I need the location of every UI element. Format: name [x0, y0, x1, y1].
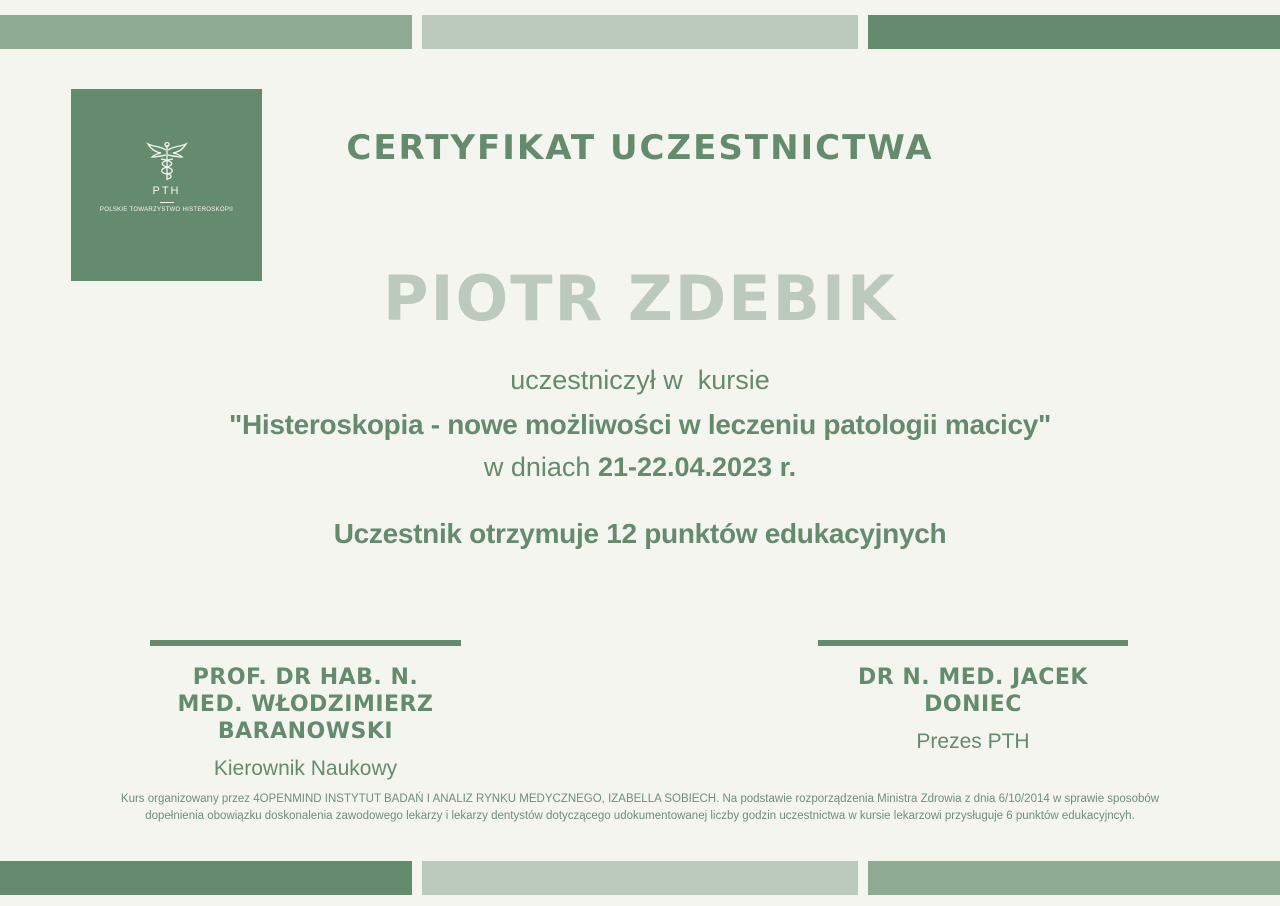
signature-line: [818, 640, 1128, 646]
course-title: "Histeroskopia - nowe możliwości w leczeniu patologii macicy": [228, 409, 1051, 440]
top-bar-left: [0, 15, 412, 49]
footnote-line-2: dopełnienia obowiązku doskonalenia zawodowego lekarzy i lekarzy dentystów dotyczącego udokumentowanej liczby godzin uczestnictwa w kursie lekarzowi przysługuje 6 punktów edukacyjncyh.: [145, 810, 1135, 822]
dates-value: 21-22.04.2023 r.: [597, 452, 797, 482]
top-bar-right: [868, 15, 1280, 49]
education-points: Uczestnik otrzymuje 12 punktów edukacyjnych: [333, 518, 947, 549]
signature-line: [150, 640, 461, 646]
legal-footnote: [60, 791, 1220, 825]
participation-text: uczestniczył w kursie: [510, 365, 770, 395]
signatory-role: Kierownik Naukowy: [213, 757, 398, 780]
recipient-name: PIOTR ZDEBIK: [383, 262, 897, 335]
signature-block-right: [818, 640, 1128, 754]
course-dates: [0, 452, 1280, 483]
bottom-bar-left: [0, 861, 412, 895]
signatory-role: Prezes PTH: [916, 730, 1030, 753]
signatory-name: PROF. DR HAB. N. MED. WŁODZIMIERZ BARANOWSKI: [177, 665, 434, 744]
certificate-title: CERTYFIKAT UCZESTNICTWA: [346, 128, 934, 168]
logo-organization-name: POLSKIE TOWARZYSTWO HISTEROSKOPII: [99, 207, 234, 213]
footnote-line-1: Kurs organizowany przez 4OPENMIND INSTYTUT BADAŃ I ANALIZ RYNKU MEDYCZNEGO, IZABELLA SOBIECH. Na podstawie rozporządzenia Ministra Zdrowia z dnia 6/10/2014 w sprawie sposobów: [120, 793, 1160, 805]
signatory-name: DR N. MED. JACEK DONIEC: [858, 665, 1088, 717]
logo-abbreviation: PTH: [152, 185, 181, 197]
signature-block-left: [150, 640, 461, 781]
bottom-bar-center: [422, 861, 858, 895]
logo-divider: [160, 202, 174, 203]
bottom-bar-right: [868, 861, 1280, 895]
top-bar-center: [422, 15, 858, 49]
dates-prefix: w dniach: [483, 452, 591, 482]
organization-logo: [71, 89, 262, 281]
